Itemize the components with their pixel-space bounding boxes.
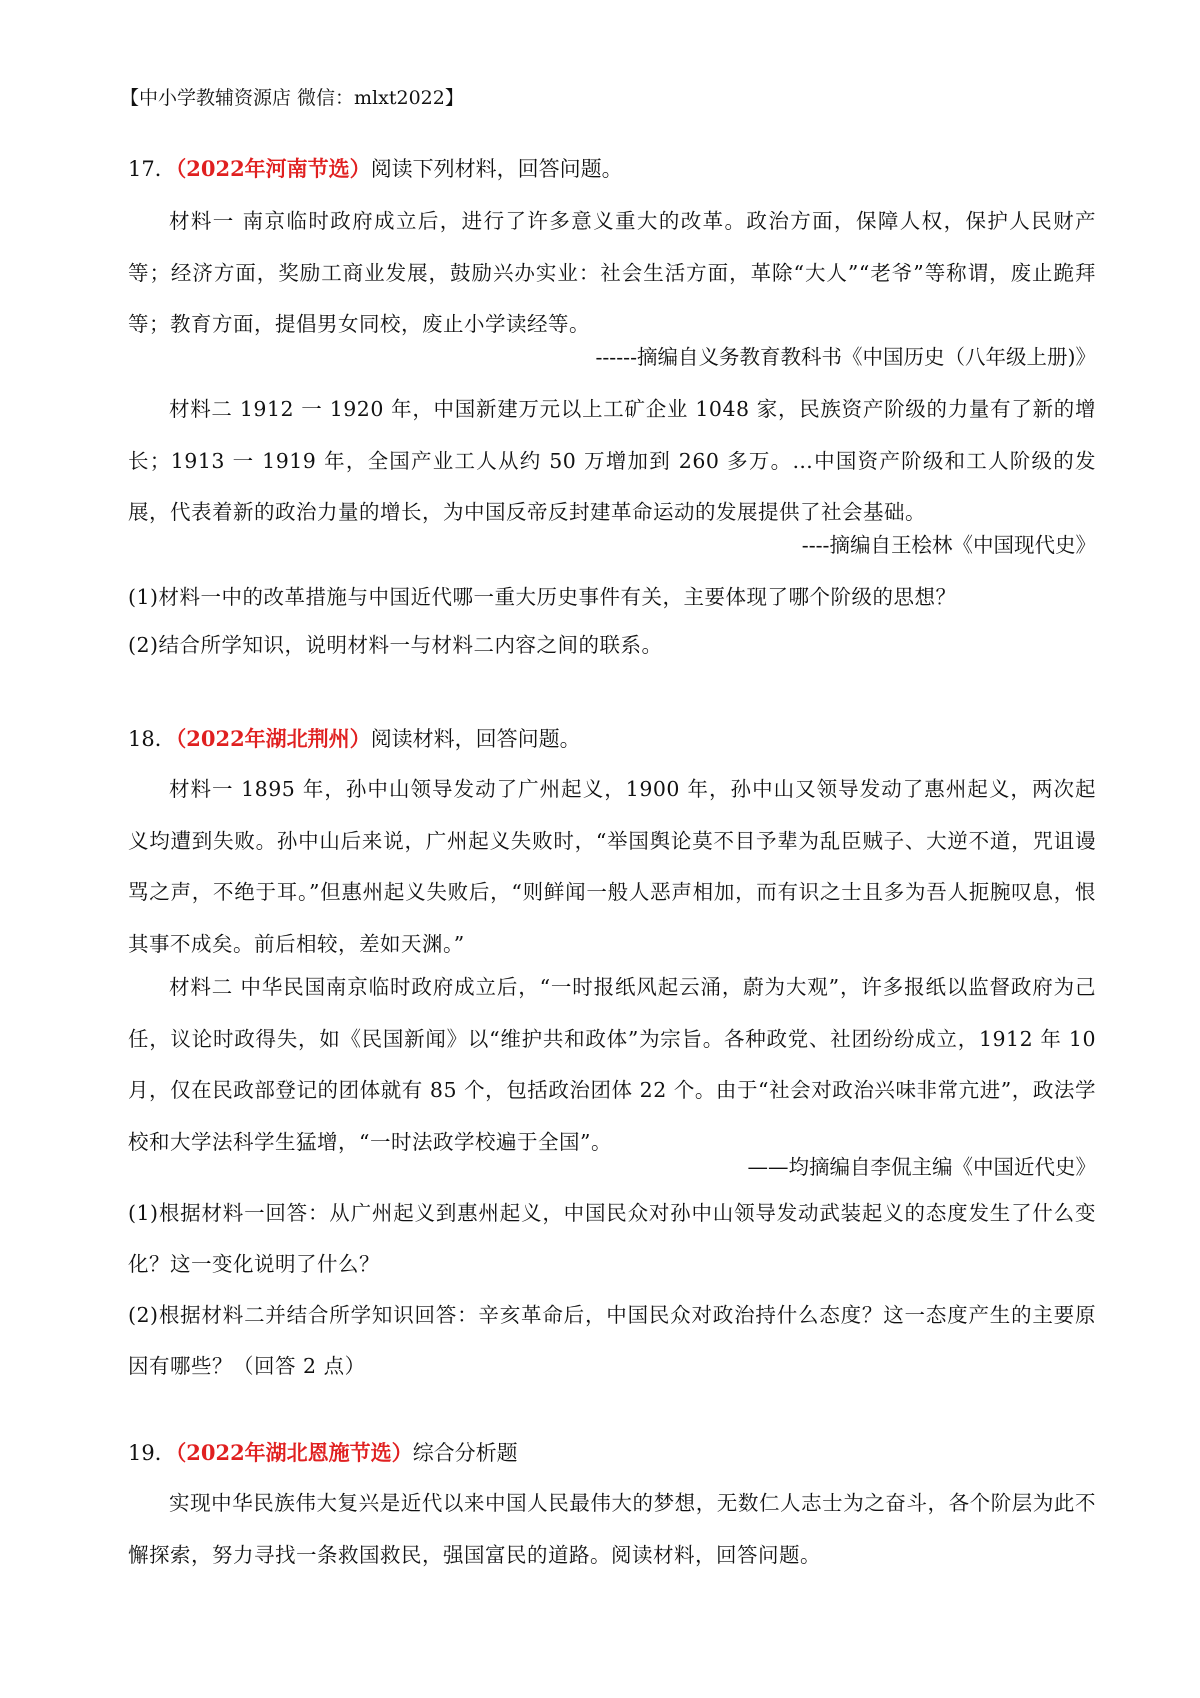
question-number: 19． bbox=[128, 1441, 176, 1465]
question-prompt: 综合分析题 bbox=[412, 1441, 518, 1465]
q17-citation-1: ------摘编自义务教育教科书《中国历史（八年级上册)》 bbox=[595, 345, 1096, 369]
question-prompt: 阅读下列材料，回答问题。 bbox=[370, 157, 623, 181]
question-17-title bbox=[128, 154, 623, 184]
question-19-title bbox=[128, 1438, 518, 1468]
question-prompt: 阅读材料，回答问题。 bbox=[370, 727, 581, 751]
q17-material-1: 材料一 南京临时政府成立后，进行了许多意义重大的改革。政治方面，保障人权，保护人民财产等；经济方面，奖励工商业发展，鼓励兴办实业：社会生活方面，革除“大人”“老爷”等称谓，废止跪拜等；教育方面，提倡男女同校，废止小学读经等。 bbox=[128, 209, 1096, 336]
q17-citation-2: ----摘编自王桧林《中国现代史》 bbox=[801, 533, 1096, 557]
q18-citation: ——均摘编自李侃主编《中国近代史》 bbox=[747, 1155, 1096, 1179]
question-18-title bbox=[128, 724, 581, 754]
question-source: （2022年湖北荆州） bbox=[175, 726, 371, 751]
question-number: 18． bbox=[128, 727, 176, 751]
question-number: 17． bbox=[128, 157, 176, 181]
question-source: （2022年湖北恩施节选） bbox=[175, 1440, 413, 1465]
q18-material-2: 材料二 中华民国南京临时政府成立后，“一时报纸风起云涌，蔚为大观”，许多报纸以监督政府为己任，议论时政得失，如《民国新闻》以“维护共和政体”为宗旨。各种政党、社团纷纷成立，1912 年 10 月，仅在民政部登记的团体就有 85 个，包括政治团体 22 个。由于“社会对政治兴味非常亢进”，政法学校和大学法科学生猛增，“一时法政学校遍于全国”。 bbox=[128, 975, 1096, 1154]
q18-subquestion-2: (2)根据材料二并结合所学知识回答：辛亥革命后，中国民众对政治持什么态度？这一态度产生的主要原因有哪些？（回答 2 点） bbox=[128, 1303, 1096, 1378]
q19-intro: 实现中华民族伟大复兴是近代以来中国人民最伟大的梦想，无数仁人志士为之奋斗，各个阶层为此不懈探索，努力寻找一条救国救民，强国富民的道路。阅读材料，回答问题。 bbox=[128, 1491, 1096, 1567]
q18-subquestion-1: (1)根据材料一回答：从广州起义到惠州起义，中国民众对孙中山领导发动武装起义的态度发生了什么变化？这一变化说明了什么？ bbox=[128, 1201, 1096, 1276]
q17-material-2: 材料二 1912 一 1920 年，中国新建万元以上工矿企业 1048 家，民族资产阶级的力量有了新的增长；1913 一 1919 年，全国产业工人从约 50 万增加到 260 多万。…中国资产阶级和工人阶级的发展，代表着新的政治力量的增长，为中国反帝反封建革命运动的发展提供了社会基础。 bbox=[128, 397, 1096, 524]
source-watermark-header: 【中小学教辅资源店 微信：mlxt2022】 bbox=[120, 87, 464, 109]
q17-subquestion-2: (2)结合所学知识，说明材料一与材料二内容之间的联系。 bbox=[128, 633, 663, 657]
question-source: （2022年河南节选） bbox=[175, 156, 371, 181]
q17-subquestion-1: (1)材料一中的改革措施与中国近代哪一重大历史事件有关，主要体现了哪个阶级的思想？ bbox=[128, 585, 957, 609]
q18-material-1: 材料一 1895 年，孙中山领导发动了广州起义，1900 年，孙中山又领导发动了惠州起义，两次起义均遭到失败。孙中山后来说，广州起义失败时，“举国舆论莫不目予辈为乱臣贼子、大逆不道，咒诅谩骂之声，不绝于耳。”但惠州起义失败后，“则鲜闻一般人恶声相加，而有识之士且多为吾人扼腕叹息，恨其事不成矣。前后相较，差如天渊。” bbox=[128, 777, 1096, 956]
